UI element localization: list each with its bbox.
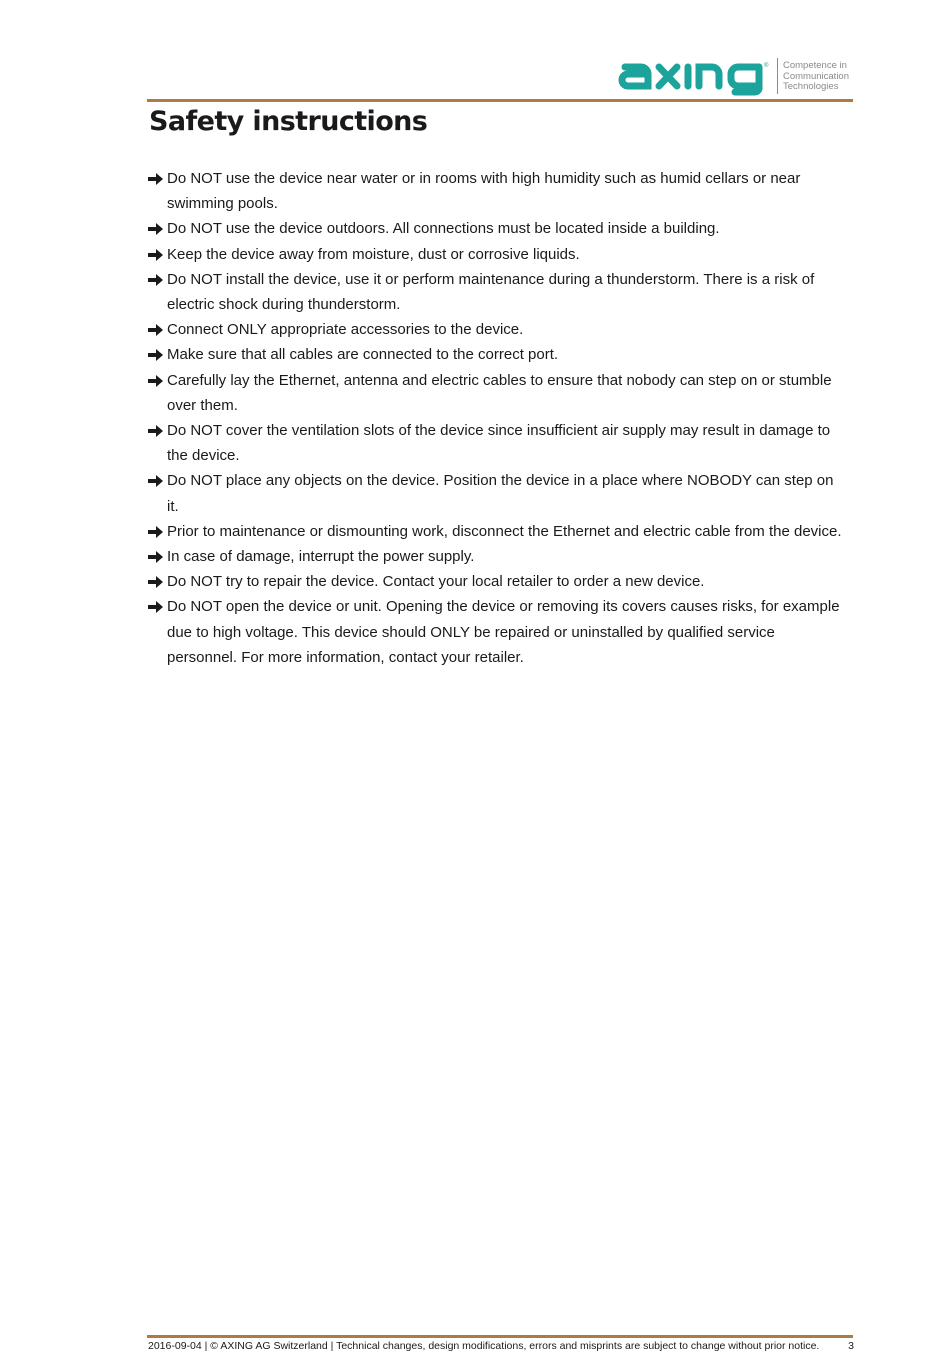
list-item-text: Do NOT use the device outdoors. All connections must be located inside a building.: [167, 220, 720, 238]
list-item-text: Carefully lay the Ethernet, antenna and electric cables to ensure that nobody can step on or stumble over them.: [167, 371, 832, 414]
right-arrow-icon: [147, 374, 164, 388]
list-item: [147, 569, 847, 594]
list-item: [147, 342, 847, 367]
axing-logo-mark: [617, 58, 773, 96]
list-item-text: Keep the device away from moisture, dust or corrosive liquids.: [167, 245, 580, 263]
tagline-line: Technologies: [783, 81, 839, 92]
header-rule: [147, 99, 853, 102]
registered-mark: ®: [764, 63, 769, 69]
list-item: [147, 267, 847, 317]
list-item-text: Do NOT try to repair the device. Contact your local retailer to order a new device.: [167, 573, 705, 591]
list-item: [147, 242, 847, 267]
page-footer: [148, 1340, 854, 1352]
list-item: [147, 418, 847, 468]
right-arrow-icon: [147, 575, 164, 589]
list-item-text: Do NOT place any objects on the device. Position the device in a place where NOBODY can step on it.: [167, 472, 834, 515]
right-arrow-icon: [147, 172, 164, 186]
tagline-line: Competence in: [783, 60, 847, 71]
list-item-text: Do NOT open the device or unit. Opening the device or removing its covers causes risks, for example due to high voltage. This device should ONLY be repaired or uninstalled by qualified service personnel. For more information, contact your retailer.: [167, 598, 840, 666]
logo-divider: [777, 58, 778, 94]
list-item: [147, 544, 847, 569]
list-item: [147, 216, 847, 241]
right-arrow-icon: [147, 323, 164, 337]
list-item: [147, 468, 847, 518]
footer-rule: [147, 1335, 853, 1338]
right-arrow-icon: [147, 600, 164, 614]
logo-tagline: [783, 61, 863, 93]
list-item-text: In case of damage, interrupt the power supply.: [167, 548, 475, 566]
list-item-text: Connect ONLY appropriate accessories to the device.: [167, 321, 524, 339]
list-item-text: Do NOT install the device, use it or perform maintenance during a thunderstorm. There is a risk of electric shock during thunderstorm.: [167, 270, 815, 314]
list-item: [147, 317, 847, 342]
right-arrow-icon: [147, 525, 164, 539]
safety-instructions-list: [147, 166, 847, 670]
right-arrow-icon: [147, 550, 164, 564]
page-number: 3: [848, 1340, 854, 1352]
list-item-text: Prior to maintenance or dismounting work, disconnect the Ethernet and electric cable from the device.: [167, 522, 842, 540]
footer-text: 2016-09-04 | © AXING AG Switzerland | Technical changes, design modifications, errors and misprints are subject to change without prior notice.: [148, 1340, 820, 1352]
list-item: [147, 594, 847, 670]
list-item-text: Do NOT cover the ventilation slots of the device since insufficient air supply may result in damage to the device.: [167, 422, 831, 465]
tagline-line: Communication: [783, 70, 849, 82]
right-arrow-icon: [147, 424, 164, 438]
list-item-text: Do NOT use the device near water or in rooms with high humidity such as humid cellars or near swimming pools.: [167, 170, 801, 213]
list-item-text: Make sure that all cables are connected to the correct port.: [167, 346, 559, 364]
list-item: [147, 166, 847, 216]
right-arrow-icon: [147, 474, 164, 488]
list-item: [147, 368, 847, 418]
right-arrow-icon: [147, 348, 164, 362]
right-arrow-icon: [147, 273, 164, 287]
page-title: Safety instructions: [149, 106, 428, 137]
right-arrow-icon: [147, 222, 164, 236]
list-item: [147, 519, 847, 544]
axing-logo: [617, 56, 853, 96]
right-arrow-icon: [147, 248, 164, 262]
